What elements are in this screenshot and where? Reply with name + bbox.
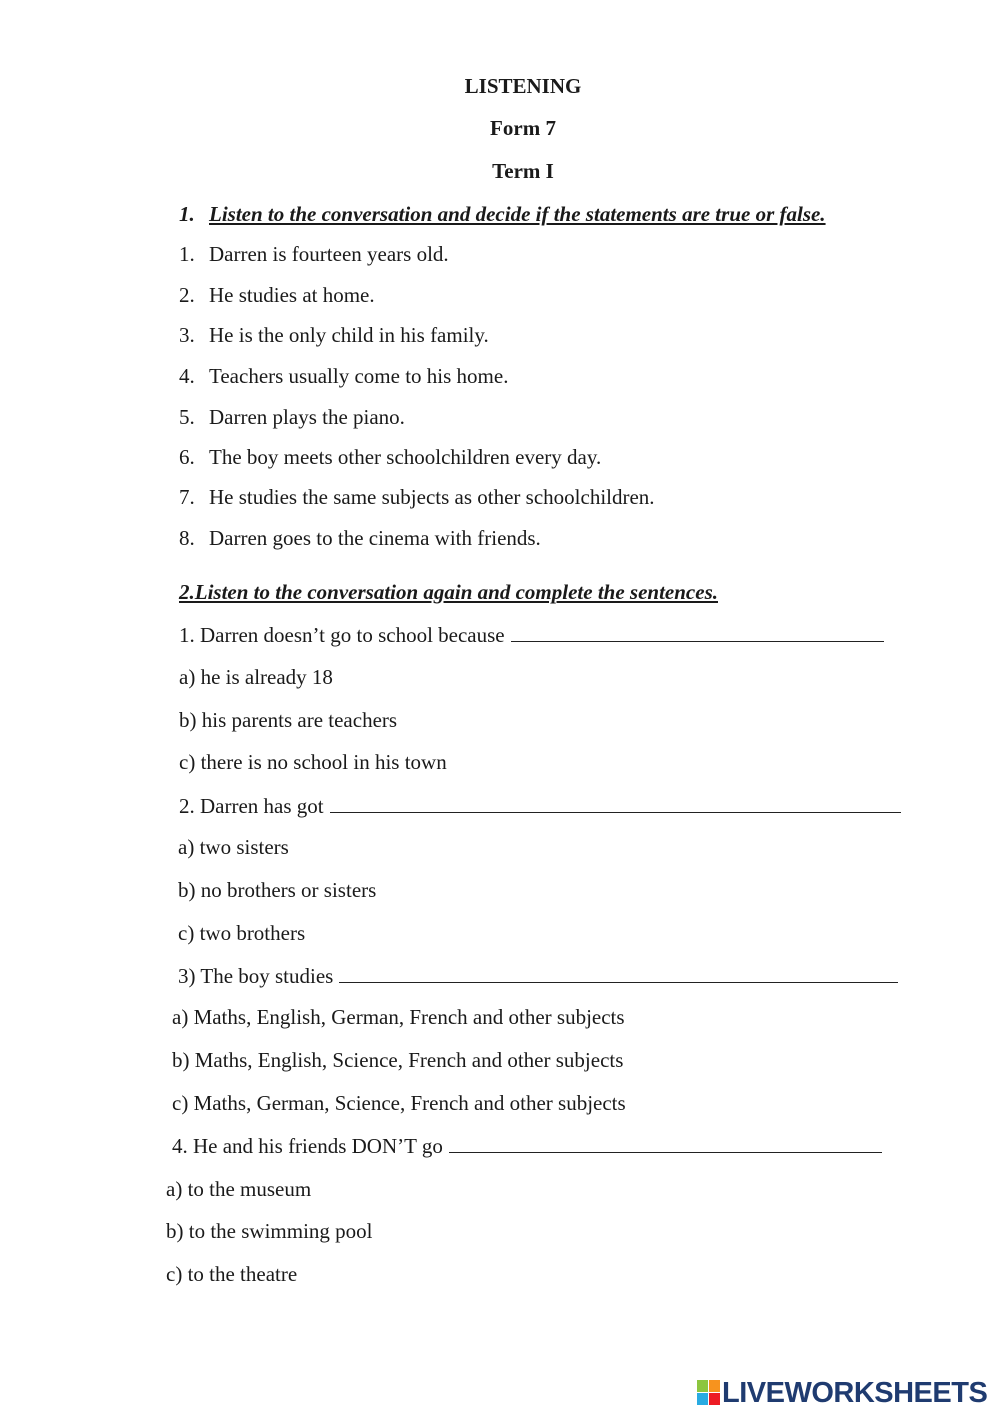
option-item[interactable]: b) to the swimming pool <box>166 1219 373 1243</box>
term-label: Term I <box>492 159 554 183</box>
statement-text: He studies at home. <box>209 283 375 307</box>
statement-item <box>179 444 601 470</box>
question-stem: 3) The boy studies <box>178 964 334 988</box>
question-stem: 4. He and his friends DON’T go <box>172 1134 443 1158</box>
option-item[interactable]: b) no brothers or sisters <box>178 878 377 902</box>
question-3 <box>178 962 898 989</box>
statement-number: 7. <box>179 485 195 509</box>
form-label: Form 7 <box>490 116 556 140</box>
answer-blank[interactable] <box>511 621 884 642</box>
statement-item <box>179 282 375 308</box>
statement-item <box>179 322 489 348</box>
statement-number: 6. <box>179 445 195 469</box>
option-item[interactable]: a) two sisters <box>178 835 289 859</box>
statement-number: 4. <box>179 364 195 388</box>
statement-item <box>179 404 405 430</box>
statement-number: 8. <box>179 526 195 550</box>
option-item[interactable]: a) he is already 18 <box>179 665 333 689</box>
section1-instruction: Listen to the conversation and decide if the statements are true or false. <box>209 202 826 226</box>
statement-item <box>179 241 449 267</box>
question-stem: 1. Darren doesn’t go to school because <box>179 623 505 647</box>
statement-text: Darren goes to the cinema with friends. <box>209 526 541 550</box>
option-item[interactable]: b) Maths, English, Science, French and other subjects <box>172 1048 624 1072</box>
statement-text: He studies the same subjects as other schoolchildren. <box>209 485 655 509</box>
option-item[interactable]: a) Maths, English, German, French and other subjects <box>172 1005 625 1029</box>
statement-text: He is the only child in his family. <box>209 323 489 347</box>
statement-text: Darren is fourteen years old. <box>209 242 449 266</box>
statement-text: Darren plays the piano. <box>209 405 405 429</box>
answer-blank[interactable] <box>449 1132 882 1153</box>
statement-number: 3. <box>179 323 195 347</box>
question-1 <box>179 621 884 648</box>
statement-item <box>179 484 655 510</box>
answer-blank[interactable] <box>339 962 898 983</box>
statement-item <box>179 363 508 389</box>
question-4 <box>172 1132 882 1159</box>
statement-number: 5. <box>179 405 195 429</box>
statement-text: Teachers usually come to his home. <box>209 364 509 388</box>
page-title: LISTENING <box>464 74 582 98</box>
statement-number: 2. <box>179 283 195 307</box>
option-item[interactable]: a) to the museum <box>166 1177 312 1201</box>
liveworksheets-logo[interactable] <box>696 1377 987 1409</box>
logo-text: LIVEWORKSHEETS <box>722 1376 988 1409</box>
option-item[interactable]: c) to the theatre <box>166 1262 298 1286</box>
option-item[interactable]: b) his parents are teachers <box>179 708 398 732</box>
logo-cube-icon <box>696 1378 722 1408</box>
question-2 <box>179 792 901 819</box>
statement-item <box>179 525 541 551</box>
section1-heading <box>179 201 826 227</box>
section2-heading: 2.Listen to the conversation again and complete the sentences. <box>179 580 718 604</box>
answer-blank[interactable] <box>330 792 901 813</box>
statement-number: 1. <box>179 242 195 266</box>
option-item[interactable]: c) there is no school in his town <box>179 750 447 774</box>
question-stem: 2. Darren has got <box>179 794 324 818</box>
section1-number: 1. <box>179 202 195 226</box>
statement-text: The boy meets other schoolchildren every day. <box>209 445 602 469</box>
option-item[interactable]: c) two brothers <box>178 921 306 945</box>
option-item[interactable]: c) Maths, German, Science, French and other subjects <box>172 1091 626 1115</box>
